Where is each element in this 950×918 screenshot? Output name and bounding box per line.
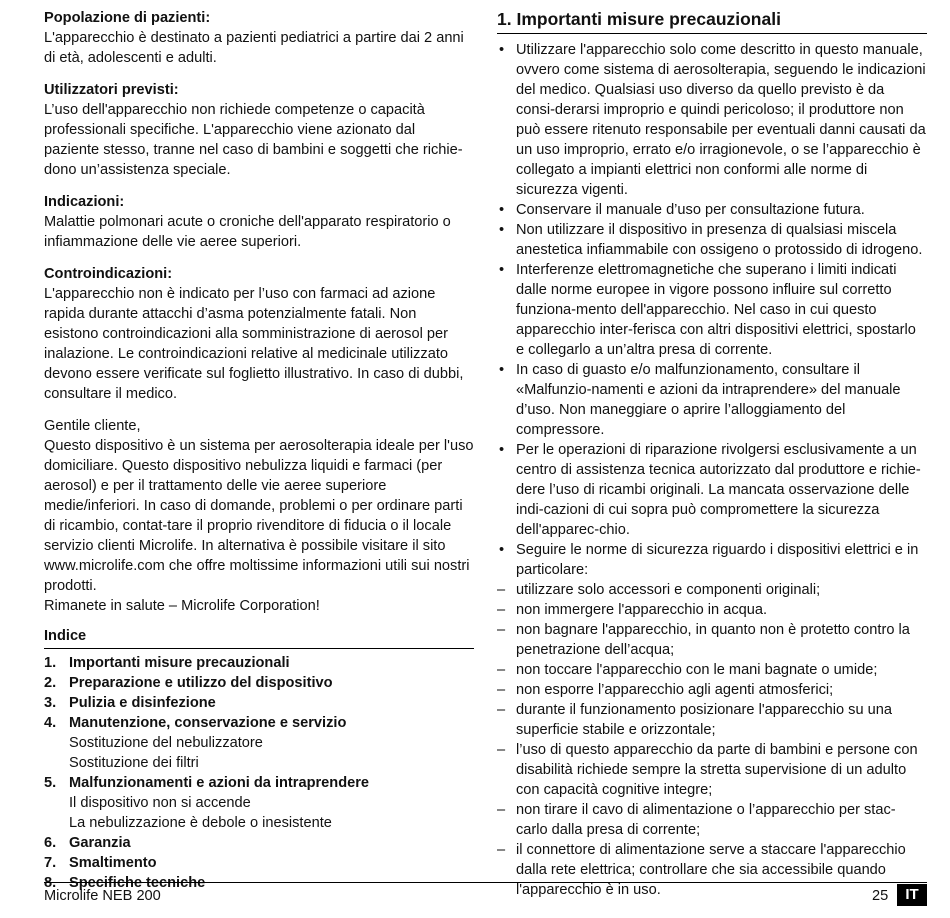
page-number: 25 bbox=[872, 888, 889, 904]
indicazioni-text: Malattie polmonari acute o croniche dell'apparato respiratorio o infiammazione delle vie aeree superiori. bbox=[44, 214, 451, 250]
toc-label: Garanzia bbox=[69, 835, 131, 851]
popolazione-text: L'apparecchio è destinato a pazienti pediatrici a partire dai 2 anni di età, adolescenti e adulti. bbox=[44, 30, 464, 66]
popolazione-heading: Popolazione di pazienti: bbox=[44, 10, 211, 26]
toc-subitem: Sostituzione dei filtri bbox=[69, 755, 199, 771]
toc-number: 8. bbox=[44, 875, 57, 891]
precaution-item: • Interferenze elettromagnetiche che superano i limiti indicati dalle norme europee in vigore possono influire sul corretto funziona-mento dell'apparecchio. Nel caso in cui questo apparecchio inter-ferisca con altri dispositivi elettrici, spostarlo e collegarlo a un’altra presa di corrente. bbox=[497, 260, 927, 360]
controindicazioni-text: L'apparecchio non è indicato per l’uso con farmaci ad azione rapida durante attacchi d’asma potenzialmente fatali. Non esistono controindicazioni alla somministrazione di aerosol per inalazione. Le controindicazioni relative al medicinale utilizzato devono essere verificate sul foglietto illustrativo. In caso di dubbi, consultare il medico. bbox=[44, 286, 464, 402]
precaution-item: • In caso di guasto e/o malfunzionamento, consultare il «Malfunzio-namenti e azioni da intraprendere» del manuale d’uso. Non maneggiare o aprire l’alloggiamento del compressore. bbox=[497, 360, 927, 440]
toc-label: Smaltimento bbox=[69, 855, 157, 871]
toc-number: 6. bbox=[44, 835, 57, 851]
precaution-item: • Conservare il manuale d’uso per consultazione futura. bbox=[497, 200, 927, 220]
precaution-item bbox=[497, 540, 927, 580]
toc-label: Preparazione e utilizzo del dispositivo bbox=[69, 675, 333, 691]
left-column bbox=[44, 8, 474, 893]
toc-number: 2. bbox=[44, 675, 57, 691]
toc-label: Malfunzionamenti e azioni da intraprendere bbox=[69, 775, 370, 791]
toc-label: Pulizia e disinfezione bbox=[69, 695, 216, 711]
safety-rules-list bbox=[497, 580, 927, 900]
toc-label: Importanti misure precauzionali bbox=[69, 655, 290, 671]
toc-subitem: La nebulizzazione è debole o inesistente bbox=[69, 815, 332, 831]
safety-rule-item: – il connettore di alimentazione serve a staccare l'apparecchio dalla rete elettrica; controllare che sia accessibile quando l'apparecchio è in uso. bbox=[497, 840, 927, 900]
toc-label: Specifiche tecniche bbox=[69, 875, 206, 891]
table-of-contents bbox=[44, 653, 474, 893]
toc-item bbox=[44, 673, 474, 693]
precautions-list bbox=[497, 40, 927, 580]
safety-rule-item: – durante il funzionamento posizionare l'apparecchio su una superficie stabile e orizzontale; bbox=[497, 700, 927, 740]
toc-item bbox=[44, 833, 474, 853]
toc-item bbox=[44, 853, 474, 873]
toc-item bbox=[44, 713, 474, 773]
toc-subitem: Sostituzione del nebulizzatore bbox=[69, 735, 263, 751]
toc-number: 3. bbox=[44, 695, 57, 711]
letter-closing: Rimanete in salute – Microlife Corporation! bbox=[44, 598, 320, 614]
precaution-item: • Non utilizzare il dispositivo in presenza di qualsiasi miscela anestetica infiammabile con ossigeno o protossido di idrogeno. bbox=[497, 220, 927, 260]
safety-rule-item: – non bagnare l'apparecchio, in quanto non è protetto contro la penetrazione dell’acqua; bbox=[497, 620, 927, 660]
utilizzatori-text: L’uso dell'apparecchio non richiede competenze o capacità professionali specifiche. L'apparecchio viene azionato dal paziente stesso, tranne nel caso di bambini e soggetti che richie-dono un’assistenza speciale. bbox=[44, 102, 463, 178]
safety-rule-item: – non esporre l’apparecchio agli agenti atmosferici; bbox=[497, 680, 927, 700]
utilizzatori-heading: Utilizzatori previsti: bbox=[44, 82, 179, 98]
footer-product-name: Microlife NEB 200 bbox=[44, 888, 161, 904]
section-title: 1. Importanti misure precauzionali bbox=[497, 8, 927, 34]
safety-rule-item: – utilizzare solo accessori e componenti originali; bbox=[497, 580, 927, 600]
precaution-item-text: Seguire le norme di sicurezza riguardo i dispositivi elettrici e in particolare: bbox=[516, 542, 919, 578]
right-column bbox=[497, 8, 927, 900]
safety-rule-item: – non toccare l'apparecchio con le mani bagnate o umide; bbox=[497, 660, 927, 680]
toc-number: 7. bbox=[44, 855, 57, 871]
toc-number: 1. bbox=[44, 655, 57, 671]
toc-subitem: Il dispositivo non si accende bbox=[69, 795, 251, 811]
toc-number: 4. bbox=[44, 715, 57, 731]
index-title: Indice bbox=[44, 626, 474, 649]
letter-greeting: Gentile cliente, bbox=[44, 418, 141, 434]
precaution-item: • Utilizzare l'apparecchio solo come descritto in questo manuale, ovvero come sistema di aerosolterapia, seguendo le indicazioni del medico. Qualsiasi uso diverso da quello previsto è da consi-derarsi improprio e quindi pericoloso; il produttore non può essere ritenuto responsabile per eventuali danni causati da un uso improprio, errato e/o irragionevole, o se l’apparecchio è collegato a impianti elettrici non conformi alle norme di sicurezza vigenti. bbox=[497, 40, 927, 200]
safety-rule-item: – l’uso di questo apparecchio da parte di bambini e persone con disabilità richiede sempre la stretta supervisione di un adulto con capacità cognitive integre; bbox=[497, 740, 927, 800]
footer-divider bbox=[44, 882, 927, 883]
language-badge: IT bbox=[897, 884, 927, 906]
toc-item bbox=[44, 693, 474, 713]
controindicazioni-heading: Controindicazioni: bbox=[44, 266, 173, 282]
safety-rule-item: – non tirare il cavo di alimentazione o l’apparecchio per stac-carlo dalla presa di corrente; bbox=[497, 800, 927, 840]
safety-rule-item: – non immergere l'apparecchio in acqua. bbox=[497, 600, 927, 620]
letter-body: Questo dispositivo è un sistema per aerosolterapia ideale per l'uso domiciliare. Questo dispositivo nebulizza liquidi e farmaci (per aerosol) e per il trattamento delle vie aeree superiore medie/inferiori. In caso di domande, problemi o per ordinare parti di ricambio, contat-tare il proprio rivenditore di fiducia o il locale servizio clienti Microlife. In alternativa è possibile visitare il sito www.microlife.com che offre moltissime informazioni utili sui nostri prodotti. bbox=[44, 438, 474, 594]
toc-number: 5. bbox=[44, 775, 57, 791]
precaution-item: • Per le operazioni di riparazione rivolgersi esclusivamente a un centro di assistenza tecnica autorizzato dal produttore e richie-dere l’uso di ricambi originali. La mancata osservazione delle indi-cazioni di cui sopra può compromettere la sicurezza dell'apparec-chio. bbox=[497, 440, 927, 540]
toc-item bbox=[44, 653, 474, 673]
indicazioni-heading: Indicazioni: bbox=[44, 194, 125, 210]
toc-label: Manutenzione, conservazione e servizio bbox=[69, 715, 347, 731]
toc-item bbox=[44, 773, 474, 833]
